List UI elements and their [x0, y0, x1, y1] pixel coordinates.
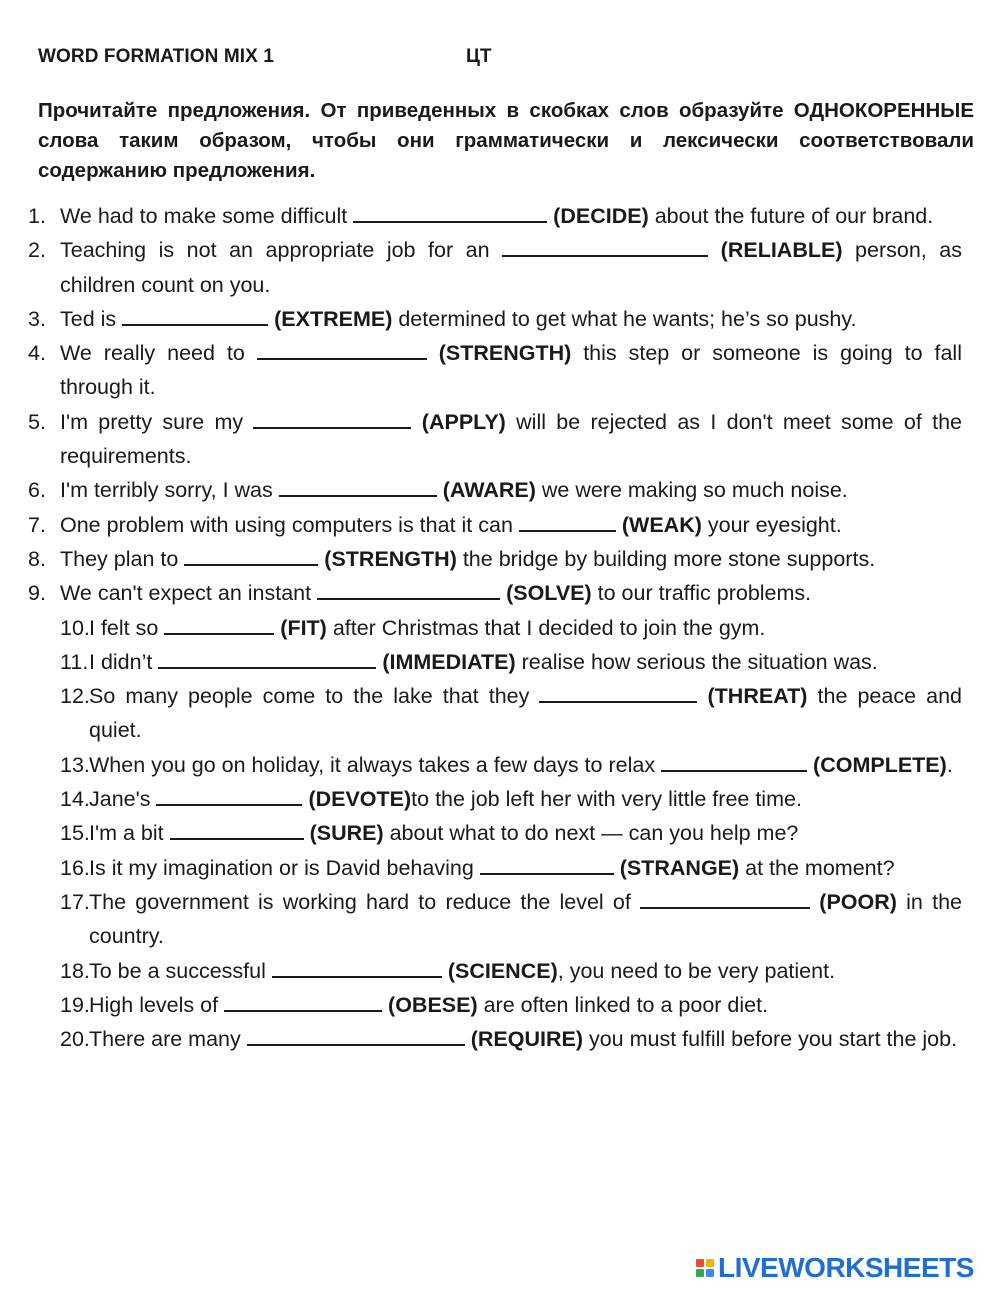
question-number: 11.	[60, 649, 89, 674]
question-text-after: we were making so much noise.	[535, 478, 848, 503]
keyword: (COMPLETE)	[813, 752, 947, 777]
question-number: 20.	[60, 1027, 90, 1052]
keyword: (WEAK)	[621, 512, 702, 537]
question-text-after: at the moment?	[739, 855, 895, 880]
question-item	[28, 1022, 962, 1056]
question-text-before: Teaching is not an appropriate job for an	[60, 238, 503, 263]
answer-blank[interactable]	[279, 473, 437, 497]
question-number: 14.	[60, 787, 90, 812]
question-text-after: after Christmas that I decided to join the gym.	[326, 615, 766, 640]
question-number: 12.	[60, 684, 90, 709]
question-text-after: person, as children count on you.	[60, 238, 962, 297]
question-text-after: will be rejected as I don't meet some of the requirements.	[60, 409, 962, 469]
question-item	[28, 199, 962, 233]
question-text-after: to the job left her with very little free time.	[411, 787, 802, 812]
answer-blank[interactable]	[247, 1022, 465, 1046]
answer-blank[interactable]	[164, 611, 274, 635]
answer-blank[interactable]	[253, 405, 411, 429]
answer-blank[interactable]	[272, 954, 442, 978]
keyword: (REQUIRE)	[470, 1027, 583, 1052]
answer-blank[interactable]	[224, 988, 382, 1012]
logo-square	[706, 1269, 714, 1277]
question-text-before: Jane's	[89, 787, 157, 812]
question-text-before: Is it my imagination or is David behaving	[89, 855, 480, 880]
keyword: (RELIABLE)	[720, 238, 843, 263]
question-number: 9.	[28, 581, 46, 606]
question-item	[28, 336, 962, 405]
question-text-after: you must fulfill before you start the job.	[583, 1027, 958, 1052]
question-text-after: the peace and quiet.	[89, 684, 962, 743]
logo-square	[696, 1269, 704, 1277]
answer-blank[interactable]	[519, 508, 616, 532]
question-text-before: I felt so	[89, 615, 165, 640]
keyword: (STRENGTH)	[324, 546, 457, 571]
question-item	[28, 782, 962, 816]
question-item	[28, 748, 962, 782]
logo-text: LIVEWORKSHEETS	[718, 1252, 974, 1283]
question-text-before: I didn’t	[89, 649, 159, 674]
keyword: (POOR)	[819, 889, 897, 914]
question-text-after: .	[946, 752, 953, 777]
question-number: 13.	[60, 752, 90, 777]
answer-blank[interactable]	[156, 782, 302, 806]
question-item	[28, 473, 962, 507]
question-text-before: Ted is	[60, 306, 123, 331]
question-text-after: , you need to be very patient.	[557, 958, 836, 983]
keyword: (DECIDE)	[553, 204, 649, 228]
question-item	[28, 233, 962, 302]
question-text-before: We really need to	[60, 341, 257, 366]
question-text-before: One problem with using computers is that it can	[60, 512, 519, 537]
question-text-after: determined to get what he wants; he’s so pushy.	[392, 306, 857, 331]
question-item	[28, 611, 962, 645]
question-text-before: They plan to	[60, 546, 185, 571]
question-number: 1.	[28, 204, 46, 228]
question-text-after: the bridge by building more stone supports.	[456, 546, 876, 571]
question-item	[28, 508, 962, 542]
question-text-after: this step or someone is going to fall through it.	[60, 341, 962, 400]
question-text-before: I'm a bit	[89, 821, 170, 846]
keyword: (SCIENCE)	[447, 958, 558, 983]
question-item	[28, 679, 962, 748]
question-number: 2.	[28, 238, 46, 263]
answer-blank[interactable]	[353, 199, 547, 223]
question-text-after: realise how serious the situation was.	[515, 649, 878, 674]
keyword: (DEVOTE)	[308, 787, 412, 812]
keyword: (STRENGTH)	[438, 341, 572, 366]
question-item	[28, 885, 962, 954]
question-text-before: High levels of	[89, 992, 225, 1017]
keyword: (FIT)	[280, 615, 327, 640]
keyword: (THREAT)	[707, 684, 808, 709]
question-item	[28, 542, 962, 576]
question-number: 5.	[28, 409, 46, 434]
answer-blank[interactable]	[184, 542, 318, 566]
question-number: 18.	[60, 958, 90, 983]
question-number: 7.	[28, 512, 46, 537]
answer-blank[interactable]	[317, 576, 500, 600]
question-number: 6.	[28, 478, 46, 503]
question-number: 3.	[28, 306, 46, 331]
answer-blank[interactable]	[158, 645, 376, 669]
question-text-after: about the future of our brand.	[648, 204, 934, 228]
question-item	[28, 576, 962, 610]
question-number: 4.	[28, 341, 46, 366]
question-item	[28, 405, 962, 474]
question-text-before: To be a successful	[89, 958, 272, 983]
answer-blank[interactable]	[122, 302, 268, 326]
question-text-before: There are many	[89, 1027, 247, 1052]
answer-blank[interactable]	[502, 233, 708, 257]
question-text-before: The government is working hard to reduce the level of	[89, 889, 641, 914]
keyword: (STRANGE)	[619, 855, 740, 880]
answer-blank[interactable]	[480, 851, 614, 875]
question-item	[28, 816, 962, 850]
question-number: 19.	[60, 992, 90, 1017]
question-text-before: So many people come to the lake that they	[89, 684, 540, 709]
question-item	[28, 851, 962, 885]
question-text-after: your eyesight.	[701, 512, 842, 537]
keyword: (APPLY)	[421, 409, 506, 434]
answer-blank[interactable]	[170, 816, 304, 840]
liveworksheets-logo-icon	[696, 1259, 714, 1277]
keyword: (OBESE)	[388, 992, 478, 1017]
question-text-before: I'm pretty sure my	[60, 409, 254, 434]
question-text-before: When you go on holiday, it always takes a few days to relax	[89, 752, 662, 777]
instruction-text: Прочитайте предложения. От приведенных в скобках слов образуйте ОДНОКОРЕННЫЕ слова таким образом, чтобы они грамматически и лексически соответствовали содержанию предложения.	[38, 99, 974, 182]
question-item	[28, 954, 962, 988]
question-number: 10.	[60, 615, 90, 640]
question-number: 15.	[60, 821, 90, 846]
question-text-after: about what to do next — can you help me?	[383, 821, 799, 846]
keyword: (AWARE)	[442, 478, 536, 503]
question-text-before: We can't expect an instant	[60, 581, 318, 606]
question-text-after: to our traffic problems.	[591, 581, 812, 606]
answer-blank[interactable]	[640, 885, 810, 909]
keyword: (SOLVE)	[506, 581, 592, 606]
keyword: (IMMEDIATE)	[382, 649, 516, 674]
question-item	[28, 645, 962, 679]
answer-blank[interactable]	[661, 748, 807, 772]
question-number: 8.	[28, 546, 46, 571]
keyword: (SURE)	[309, 821, 384, 846]
question-text-before: I'm terribly sorry, I was	[60, 478, 279, 503]
answer-blank[interactable]	[539, 679, 697, 703]
worksheet-title: WORD FORMATION MIX 1	[38, 46, 274, 67]
liveworksheets-logo	[696, 1252, 974, 1284]
question-item	[28, 988, 962, 1022]
logo-square	[696, 1259, 704, 1267]
answer-blank[interactable]	[257, 336, 427, 360]
question-text-after: in the country.	[89, 889, 962, 949]
question-number: 16.	[60, 855, 90, 880]
question-text-before: We had to make some difficult	[60, 204, 354, 228]
worksheet-code: ЦТ	[466, 46, 492, 67]
question-text-after: are often linked to a poor diet.	[477, 992, 769, 1017]
question-item	[28, 302, 962, 336]
question-list	[28, 199, 962, 1056]
keyword: (EXTREME)	[274, 306, 393, 331]
logo-square	[706, 1259, 714, 1267]
question-number: 17.	[60, 889, 90, 914]
